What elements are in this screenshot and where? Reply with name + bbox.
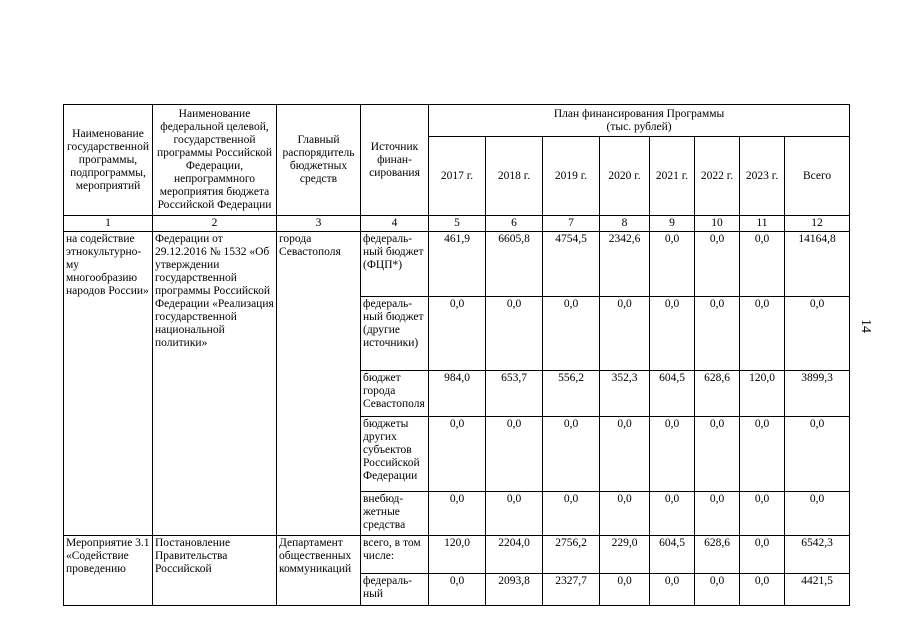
value-cell: 0,0: [486, 492, 543, 536]
table-row: [64, 536, 850, 574]
column-number: 1: [64, 216, 153, 232]
value-cell: 0,0: [650, 232, 695, 297]
column-number: 10: [695, 216, 740, 232]
column-number: 8: [600, 216, 650, 232]
value-cell: 0,0: [740, 574, 785, 606]
total-cell: 14164,8: [785, 232, 850, 297]
table-row: [64, 232, 850, 297]
value-cell: 0,0: [486, 297, 543, 371]
manager-cell: города Севастополя: [277, 232, 361, 536]
value-cell: 0,0: [695, 297, 740, 371]
value-cell: 628,6: [695, 371, 740, 417]
value-cell: 628,6: [695, 536, 740, 574]
value-cell: 0,0: [429, 297, 486, 371]
value-cell: 0,0: [740, 536, 785, 574]
value-cell: 0,0: [695, 417, 740, 492]
total-cell: 0,0: [785, 417, 850, 492]
value-cell: 0,0: [650, 574, 695, 606]
program-name-cell: на содействие этнокультурно-му многообразию народов России»: [64, 232, 153, 536]
header-manager: Главный распорядитель бюджетных средств: [277, 105, 361, 216]
plan-title: План финансирования Программы: [553, 107, 725, 120]
value-cell: 0,0: [543, 297, 600, 371]
header-program-name: Наименование государственной программы, подпрограммы, мероприятий: [64, 105, 153, 216]
value-cell: 0,0: [650, 417, 695, 492]
plan-units: (тыс. рублей): [606, 120, 672, 133]
column-number: 2: [153, 216, 277, 232]
funding-source-cell: федераль-ный: [361, 574, 429, 606]
value-cell: 984,0: [429, 371, 486, 417]
value-cell: 0,0: [740, 297, 785, 371]
column-number: 12: [785, 216, 850, 232]
value-cell: 0,0: [600, 417, 650, 492]
total-cell: 4421,5: [785, 574, 850, 606]
total-cell: 0,0: [785, 297, 850, 371]
value-cell: 604,5: [650, 371, 695, 417]
column-number-row: [64, 216, 850, 232]
value-cell: 0,0: [695, 232, 740, 297]
manager-cell: Департамент общественных коммуникаций: [277, 536, 361, 606]
value-cell: 2204,0: [486, 536, 543, 574]
value-cell: 461,9: [429, 232, 486, 297]
funding-source-cell: бюджеты других субъектов Российской Федерации: [361, 417, 429, 492]
value-cell: 0,0: [600, 297, 650, 371]
column-number: 3: [277, 216, 361, 232]
value-cell: 0,0: [650, 297, 695, 371]
column-number: 7: [543, 216, 600, 232]
value-cell: 352,3: [600, 371, 650, 417]
value-cell: 604,5: [650, 536, 695, 574]
column-number: 4: [361, 216, 429, 232]
header-funding-source: Источник финан-сирования: [361, 105, 429, 216]
value-cell: 120,0: [429, 536, 486, 574]
financing-table: [63, 104, 850, 606]
value-cell: 0,0: [429, 574, 486, 606]
column-number: 11: [740, 216, 785, 232]
value-cell: 229,0: [600, 536, 650, 574]
column-number: 6: [486, 216, 543, 232]
value-cell: 556,2: [543, 371, 600, 417]
funding-source-cell: федераль-ный бюджет (ФЦП*): [361, 232, 429, 297]
total-cell: 0,0: [785, 492, 850, 536]
value-cell: 0,0: [695, 574, 740, 606]
value-cell: 0,0: [486, 417, 543, 492]
value-cell: 0,0: [650, 492, 695, 536]
funding-source-cell: всего, в том числе:: [361, 536, 429, 574]
page-number: 14: [858, 319, 873, 333]
column-number: 5: [429, 216, 486, 232]
federal-program-cell: Федерации от 29.12.2016 № 1532 «Об утверждении государственной программы Российской Федерации «Реализация государственной национальной политики»: [153, 232, 277, 536]
value-cell: 2342,6: [600, 232, 650, 297]
program-name-cell: Мероприятие 3.1 «Содействие проведению: [64, 536, 153, 606]
total-cell: 3899,3: [785, 371, 850, 417]
value-cell: 0,0: [543, 417, 600, 492]
year-header: 2022 г.: [695, 137, 740, 216]
value-cell: 2756,2: [543, 536, 600, 574]
value-cell: 0,0: [740, 417, 785, 492]
value-cell: 0,0: [600, 574, 650, 606]
value-cell: 2093,8: [486, 574, 543, 606]
value-cell: 2327,7: [543, 574, 600, 606]
total-header: Всего: [785, 137, 850, 216]
value-cell: 653,7: [486, 371, 543, 417]
year-header: 2018 г.: [486, 137, 543, 216]
value-cell: 0,0: [740, 232, 785, 297]
funding-source-cell: внебюд-жетные средства: [361, 492, 429, 536]
header-plan: [429, 105, 850, 137]
total-cell: 6542,3: [785, 536, 850, 574]
value-cell: 0,0: [429, 492, 486, 536]
year-header: 2017 г.: [429, 137, 486, 216]
year-header: 2021 г.: [650, 137, 695, 216]
funding-source-cell: бюджет города Севастополя: [361, 371, 429, 417]
value-cell: 4754,5: [543, 232, 600, 297]
federal-program-cell: Постановление Правительства Российской: [153, 536, 277, 606]
year-header: 2023 г.: [740, 137, 785, 216]
value-cell: 120,0: [740, 371, 785, 417]
year-header: 2020 г.: [600, 137, 650, 216]
funding-source-cell: федераль-ный бюджет (другие источники): [361, 297, 429, 371]
value-cell: 6605,8: [486, 232, 543, 297]
value-cell: 0,0: [543, 492, 600, 536]
column-number: 9: [650, 216, 695, 232]
value-cell: 0,0: [600, 492, 650, 536]
header-federal-program: Наименование федеральной целевой, государственной программы Российской Федерации, непрограммного мероприятия бюджета Российской Федерации: [153, 105, 277, 216]
year-header: 2019 г.: [543, 137, 600, 216]
value-cell: 0,0: [695, 492, 740, 536]
value-cell: 0,0: [740, 492, 785, 536]
value-cell: 0,0: [429, 417, 486, 492]
